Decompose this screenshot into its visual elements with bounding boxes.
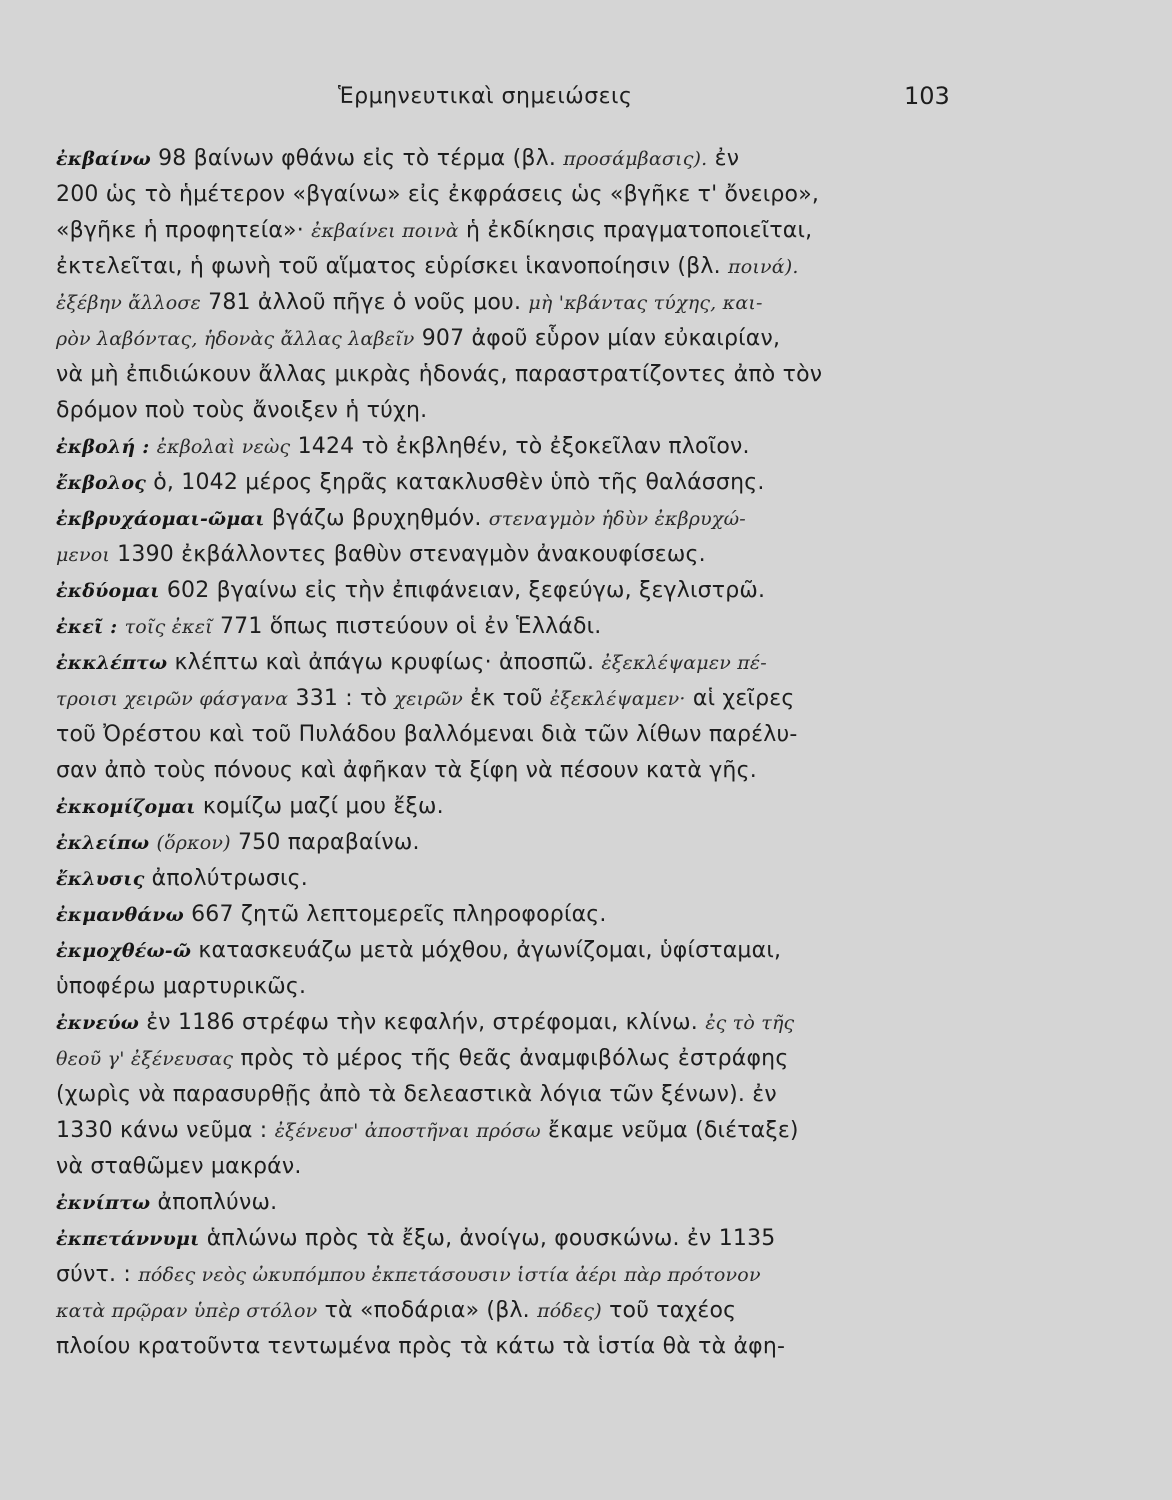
text-line — [56, 753, 986, 789]
gloss-text: ἀπολύτρωσις. — [144, 866, 308, 891]
text-line — [56, 141, 986, 177]
gloss-text: 907 ἀφοῦ εὗρον μίαν εὐκαιρίαν, — [414, 326, 781, 351]
gloss-text: νὰ σταθῶμεν μακράν. — [56, 1154, 302, 1179]
gloss-text: κλέπτω καὶ ἀπάγω κρυφίως· ἀποσπῶ. — [167, 650, 602, 675]
gloss-text: ἐκτελεῖται, ἡ φωνὴ τοῦ αἵματος εὑρίσκει ἱκανοποίησιν (βλ. — [56, 254, 729, 279]
headword: ἐκμανθάνω — [56, 904, 184, 926]
text-line — [56, 1041, 986, 1077]
text-line — [56, 609, 986, 645]
gloss-text: 781 ἀλλοῦ πῆγε ὁ νοῦς μου. — [200, 290, 529, 315]
greek-quotation: κατὰ πρῷραν ὑπὲρ στόλον — [56, 1300, 318, 1322]
gloss-text: 1330 κάνω νεῦμα : — [56, 1118, 275, 1143]
gloss-text: ἔκαμε νεῦμα (διέταξε) — [540, 1118, 799, 1143]
text-line — [56, 537, 986, 573]
text-line — [56, 969, 986, 1005]
greek-quotation: ἐκβολαὶ νεὼς — [156, 436, 291, 458]
headword: ἔκλυσις — [56, 868, 145, 890]
text-line — [56, 825, 986, 861]
gloss-text: 331 : τὸ — [288, 686, 395, 711]
gloss-text: «βγῆκε ἡ προφητεία»· — [56, 218, 312, 243]
gloss-text: τοῦ ταχέος — [601, 1298, 737, 1323]
greek-quotation: ρὸν λαβόντας, ἡδονὰς ἄλλας λαβεῖν — [56, 328, 415, 350]
text-line — [56, 465, 986, 501]
text-line — [56, 501, 986, 537]
greek-quotation: τροισι χειρῶν φάσγανα — [56, 688, 289, 710]
text-line — [56, 897, 986, 933]
headword: ἐκνεύω — [56, 1012, 139, 1034]
gloss-text: ἁπλώνω πρὸς τὰ ἔξω, ἀνοίγω, φουσκώνω. ἐν 1135 — [199, 1226, 776, 1251]
gloss-text: βγάζω βρυχηθμόν. — [264, 506, 489, 531]
greek-quotation: ποινά). — [728, 256, 799, 278]
headword: ἐκλείπω — [56, 832, 150, 854]
gloss-text: δρόμον ποὺ τοὺς ἄνοιξεν ἡ τύχη. — [56, 398, 428, 423]
running-head: Ἑρμηνευτικαὶ σημειώσεις — [338, 84, 633, 109]
text-line — [56, 1257, 986, 1293]
headword: ἐκκομίζομαι — [56, 796, 196, 818]
text-line — [56, 393, 986, 429]
greek-quotation: θεοῦ γ' ἐξένευσας — [56, 1048, 234, 1070]
glossary-text — [56, 141, 986, 1365]
headword: ἐκμοχθέω-ῶ — [56, 940, 192, 962]
text-line — [56, 1005, 986, 1041]
text-line — [56, 213, 986, 249]
headword: ἐκπετάννυμι — [56, 1228, 200, 1250]
headword: ἐκβρυχάομαι-ῶμαι — [56, 508, 265, 530]
gloss-text: νὰ μὴ ἐπιδιώκουν ἄλλας μικρὰς ἡδονάς, παραστρατίζοντες ἀπὸ τὸν — [56, 362, 823, 387]
text-line — [56, 1149, 986, 1185]
headword: ἐκδύομαι — [56, 580, 160, 602]
gloss-text: ὑποφέρω μαρτυρικῶς. — [56, 974, 307, 999]
headword: ἐκεῖ : — [56, 616, 118, 638]
greek-quotation: ἐς τὸ τῆς — [705, 1012, 795, 1034]
gloss-text: 771 ὅπως πιστεύουν οἱ ἐν Ἑλλάδι. — [212, 614, 602, 639]
gloss-text: 667 ζητῶ λεπτομερεῖς πληροφορίας. — [183, 902, 607, 927]
greek-quotation: ἐξεκλέψαμεν πέ- — [601, 652, 767, 674]
gloss-text: πλοίου κρατοῦντα τεντωμένα πρὸς τὰ κάτω τὰ ἱστία θὰ τὰ ἀφη- — [56, 1334, 786, 1359]
text-line — [56, 321, 986, 357]
text-line — [56, 1113, 986, 1149]
gloss-text: ἐν 1186 στρέφω τὴν κεφαλήν, στρέφομαι, κλίνω. — [139, 1010, 706, 1035]
gloss-text: ὁ, 1042 μέρος ξηρᾶς κατακλυσθὲν ὑπὸ τῆς θαλάσσης. — [146, 470, 765, 495]
greek-quotation: ἐξένευσ' ἀποστῆναι πρόσω — [274, 1120, 541, 1142]
greek-quotation: ἐκβαίνει ποινὰ — [311, 220, 459, 242]
text-line — [56, 429, 986, 465]
gloss-text: ἐν — [707, 146, 740, 171]
page-number: 103 — [904, 82, 950, 110]
greek-quotation: τοῖς ἐκεῖ — [124, 616, 213, 638]
gloss-text: αἱ χεῖρες — [685, 686, 795, 711]
gloss-text: 602 βγαίνω εἰς τὴν ἐπιφάνειαν, ξεφεύγω, ξεγλιστρῶ. — [159, 578, 766, 603]
headword: ἐκβολή : — [56, 436, 150, 458]
gloss-text: σύντ. : — [56, 1262, 139, 1287]
gloss-text: τὰ «ποδάρια» (βλ. — [317, 1298, 538, 1323]
text-line — [56, 177, 986, 213]
gloss-text — [149, 434, 156, 459]
text-line — [56, 1329, 986, 1365]
gloss-text: 1424 τὸ ἐκβληθέν, τὸ ἐξοκεῖλαν πλοῖον. — [290, 434, 750, 459]
page-header — [0, 84, 1172, 118]
greek-quotation: (ὅρκον) — [156, 832, 231, 854]
text-line — [56, 357, 986, 393]
text-line — [56, 717, 986, 753]
text-line — [56, 789, 986, 825]
gloss-text: 200 ὡς τὸ ἡμέτερον «βγαίνω» εἰς ἐκφράσεις ὡς «βγῆκε τ' ὄνειρο», — [56, 182, 820, 207]
greek-quotation: πόδες) — [537, 1300, 602, 1322]
gloss-text: ἀποπλύνω. — [150, 1190, 278, 1215]
text-line — [56, 645, 986, 681]
text-line — [56, 285, 986, 321]
gloss-text: τοῦ Ὀρέστου καὶ τοῦ Πυλάδου βαλλόμεναι διὰ τῶν λίθων παρέλυ- — [56, 722, 798, 747]
text-line — [56, 1221, 986, 1257]
greek-quotation: στεναγμὸν ἡδὺν ἐκβρυχώ- — [488, 508, 746, 530]
gloss-text: κομίζω μαζί μου ἔξω. — [195, 794, 444, 819]
headword: ἐκβαίνω — [56, 148, 151, 170]
gloss-text — [117, 614, 124, 639]
text-line — [56, 1185, 986, 1221]
greek-quotation: ἐξεκλέψαμεν· — [549, 688, 686, 710]
gloss-text: πρὸς τὸ μέρος τῆς θεᾶς ἀναμφιβόλως ἐστράφης — [233, 1046, 789, 1071]
text-line — [56, 861, 986, 897]
gloss-text: σαν ἀπὸ τοὺς πόνους καὶ ἀφῆκαν τὰ ξίφη νὰ πέσουν κατὰ γῆς. — [56, 758, 757, 783]
gloss-text: ἡ ἐκδίκησις πραγματοποιεῖται, — [458, 218, 813, 243]
gloss-text: ἐκ τοῦ — [462, 686, 550, 711]
text-line — [56, 573, 986, 609]
text-line — [56, 681, 986, 717]
gloss-text: 1390 ἐκβάλλοντες βαθὺν στεναγμὸν ἀνακουφίσεως. — [109, 542, 706, 567]
greek-quotation: ἐξέβην ἄλλοσε — [56, 292, 201, 314]
headword: ἐκκλέπτω — [56, 652, 168, 674]
gloss-text: 750 παραβαίνω. — [230, 830, 420, 855]
greek-quotation: μενοι — [56, 544, 110, 566]
gloss-text: κατασκευάζω μετὰ μόχθου, ἀγωνίζομαι, ὑφίσταμαι, — [191, 938, 782, 963]
greek-quotation: χειρῶν — [394, 688, 463, 710]
gloss-text: (χωρὶς νὰ παρασυρθῇς ἀπὸ τὰ δελεαστικὰ λόγια τῶν ξένων). ἐν — [56, 1082, 777, 1107]
gloss-text: 98 βαίνων φθάνω εἰς τὸ τέρμα (βλ. — [150, 146, 564, 171]
text-line — [56, 249, 986, 285]
greek-quotation: πόδες νεὸς ὠκυπόμπου ἐκπετάσουσιν ἱστία ἀέρι πὰρ πρότονον — [138, 1264, 761, 1286]
headword: ἐκνίπτω — [56, 1192, 151, 1214]
text-line — [56, 1077, 986, 1113]
text-line — [56, 1293, 986, 1329]
headword: ἔκβολος — [56, 472, 147, 494]
greek-quotation: μὴ 'κβάντας τύχης, και- — [528, 292, 763, 314]
text-line — [56, 933, 986, 969]
greek-quotation: προσάμβασις). — [563, 148, 708, 170]
